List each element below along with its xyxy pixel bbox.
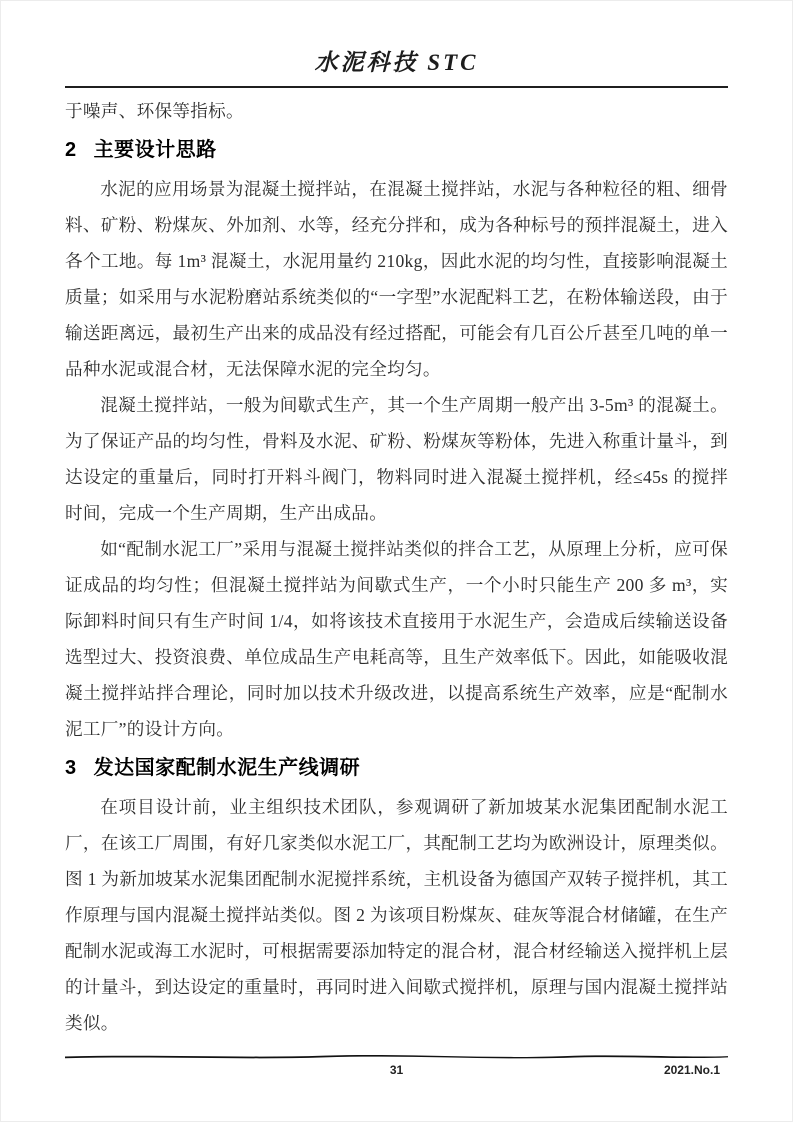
- section-title: 主要设计思路: [93, 139, 217, 161]
- paragraph-batching-plant-cycle: 混凝土搅拌站，一般为间歇式生产，其一个生产周期一般产出 3-5m³ 的混凝土。为了保证产品的均匀性，骨料及水泥、矿粉、粉煤灰等粉体，先进入称重计量斗，到达设定的重量后，同时打开料斗阀门，物料同时进入混凝土搅拌机，经≤45s 的搅拌时间，完成一个生产周期，生产出成品。: [65, 395, 728, 523]
- paragraph-continuation: 于噪声、环保等指标。: [65, 101, 244, 121]
- paragraph-cement-application: 水泥的应用场景为混凝土搅拌站，在混凝土搅拌站，水泥与各种粒径的粗、细骨料、矿粉、粉煤灰、外加剂、水等，经充分拌和，成为各种标号的预拌混凝土，进入各个工地。每 1m³ 混凝土，水泥用量约 210kg，因此水泥的均匀性，直接影响混凝土质量；如采用与水泥粉磨站系统类似的“一字型”水泥配料工艺，在粉体输送段，由于输送距离远，最初生产出来的成品没有经过搭配，可能会有几百公斤甚至几吨的单一品种水泥或混合材，无法保障水泥的完全均匀。: [65, 179, 728, 379]
- section-heading-overseas-research: [65, 749, 728, 787]
- journal-title: 水泥科技 STC: [314, 50, 479, 75]
- issue-number: 2021.No.1: [663, 1063, 720, 1077]
- footer-rule: [65, 1053, 728, 1060]
- paragraph-singapore-research: 在项目设计前，业主组织技术团队，参观调研了新加坡某水泥集团配制水泥工厂，在该工厂周围，有好几家类似水泥工厂，其配制工艺均为欧洲设计，原理类似。图 1 为新加坡某水泥集团配制水泥搅拌系统，主机设备为德国产双转子搅拌机，其工作原理与国内混凝土搅拌站类似。图 2 为该项目粉煤灰、硅灰等混合材储罐，在生产配制水泥或海工水泥时，可根据需要添加特定的混合材，混合材经输送入搅拌机上层的计量斗，到达设定的重量时，再同时进入间歇式搅拌机，原理与国内混凝土搅拌站类似。: [65, 797, 728, 1033]
- section-heading-design-ideas: [65, 131, 728, 169]
- document-body: [65, 93, 728, 1041]
- header-rule: [65, 86, 728, 88]
- footer-row: [65, 1063, 728, 1083]
- section-number: 3: [65, 757, 77, 779]
- page-footer: [65, 1053, 728, 1083]
- section-title: 发达国家配制水泥生产线调研: [93, 757, 361, 779]
- paragraph-prepared-cement-factory: 如“配制水泥工厂”采用与混凝土搅拌站类似的拌合工艺，从原理上分析，应可保证成品的均匀性；但混凝土搅拌站为间歇式生产，一个小时只能生产 200 多 m³，实际卸料时间只有生产时间 1/4，如将该技术直接用于水泥生产，会造成后续输送设备选型过大、投资浪费、单位成品生产电耗高等，且生产效率低下。因此，如能吸收混凝土搅拌站拌合理论，同时加以技术升级改进，以提高系统生产效率，应是“配制水泥工厂”的设计方向。: [65, 539, 728, 739]
- section-number: 2: [65, 139, 77, 161]
- page-number: 31: [389, 1063, 404, 1077]
- page-header: [65, 45, 728, 88]
